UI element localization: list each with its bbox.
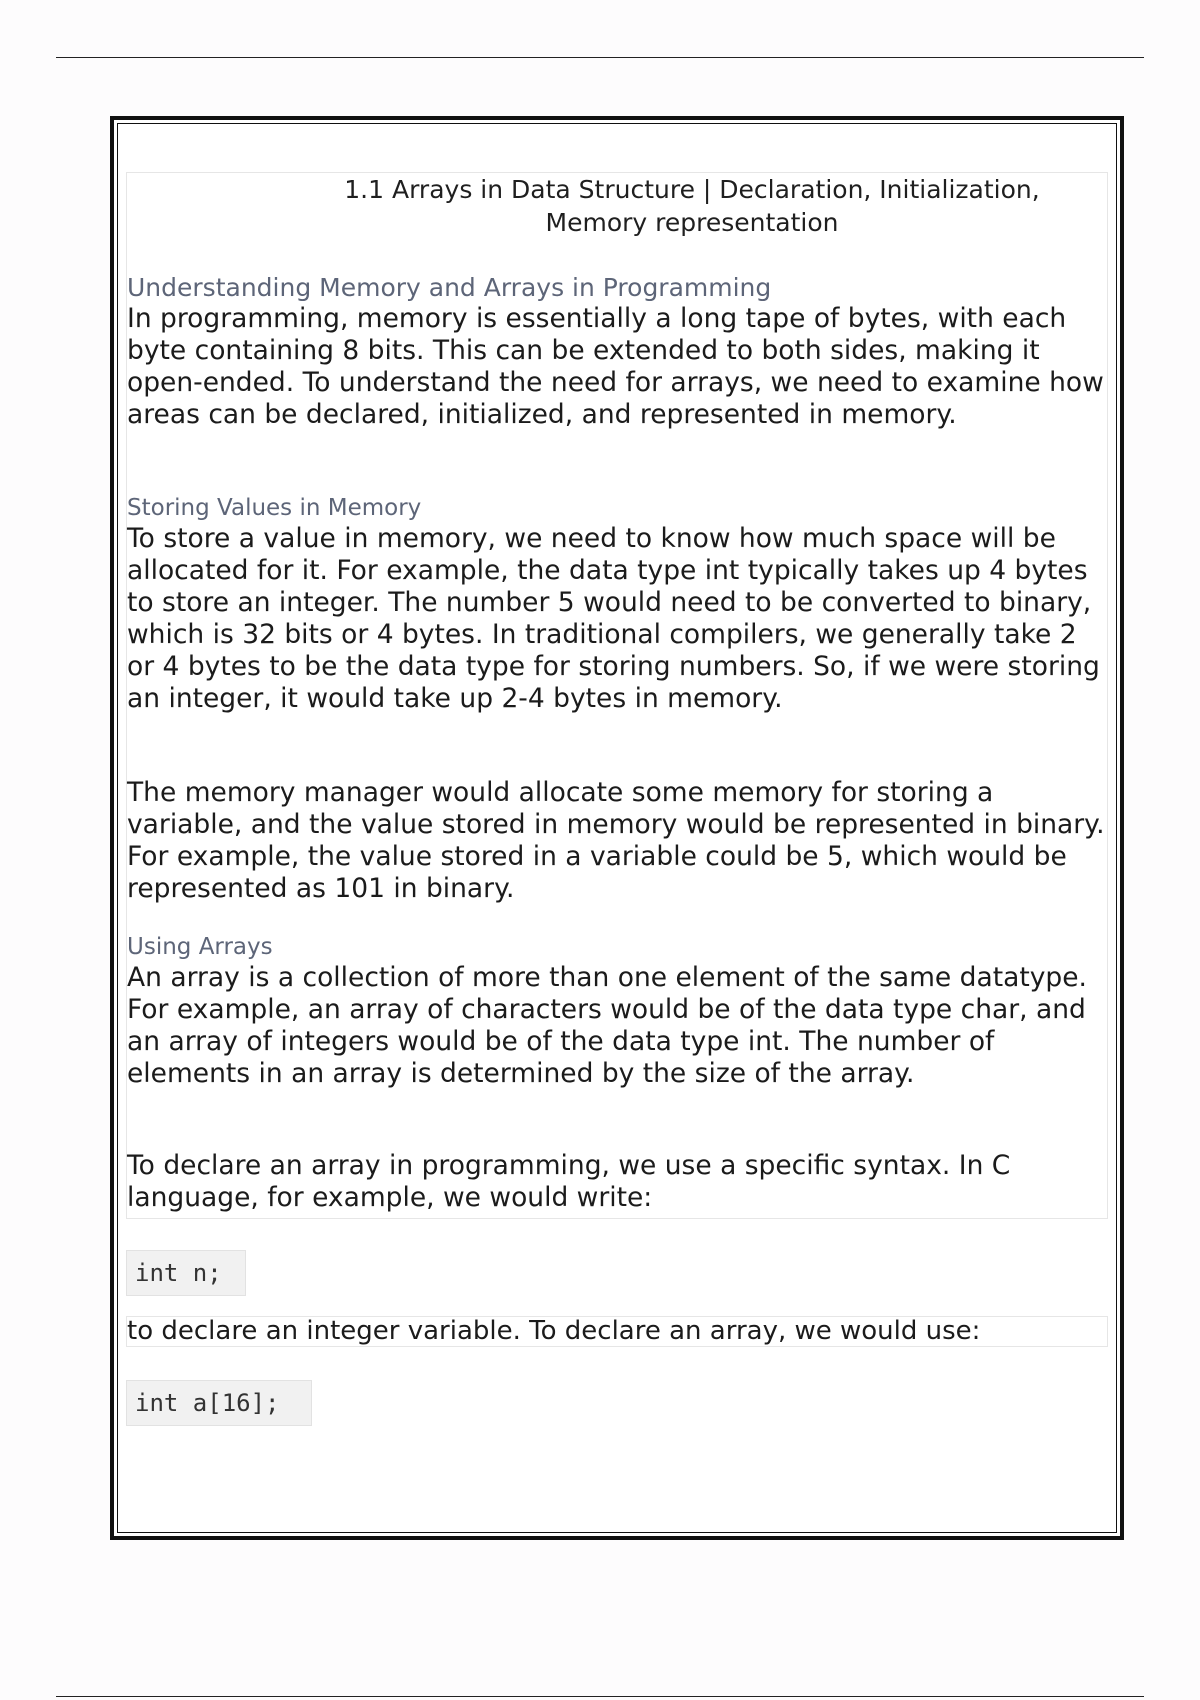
paragraph-declare-array: to declare an integer variable. To declare an array, we would use: [127, 1316, 981, 1346]
content-block [126, 172, 1108, 1219]
paragraph-array-definition: An array is a collection of more than one element of the same datatype. For example, an array of characters would be of the data type char, and an array of integers would be of the data type int. The number of elements in an array is determined by the size of the array. [127, 962, 1087, 1089]
paragraph-memory-tape: In programming, memory is essentially a long tape of bytes, with each byte containing 8 bits. This can be extended to both sides, making it open-ended. To understand the need for arrays, we need to examine how areas can be declared, initialized, and represented in memory. [127, 303, 1104, 430]
section-heading-using-arrays: Using Arrays [127, 934, 273, 960]
code-snippet-int-n: int n; [126, 1250, 246, 1296]
after-code-block [126, 1316, 1108, 1347]
footer-rule [56, 1696, 1144, 1697]
paragraph-declare-syntax: To declare an array in programming, we use a specific syntax. In C language, for example, we would write: [127, 1150, 1011, 1213]
header-rule [56, 57, 1144, 58]
paragraph-storing-values: To store a value in memory, we need to know how much space will be allocated for it. For example, the data type int typically takes up 4 bytes to store an integer. The number 5 would need to be converted to binary, which is 32 bits or 4 bytes. In traditional compilers, we generally take 2 or 4 bytes to be the data type for storing numbers. So, if we were storing an integer, it would take up 2-4 bytes in memory. [127, 523, 1100, 714]
page-title: 1.1 Arrays in Data Structure | Declaration, Initialization, Memory representation [344, 175, 1040, 237]
paragraph-memory-manager: The memory manager would allocate some memory for storing a variable, and the value stored in memory would be represented in binary. For example, the value stored in a variable could be 5, which would be represented as 101 in binary. [127, 777, 1105, 904]
code-snippet-int-array: int a[16]; [126, 1380, 312, 1426]
section-heading-memory-arrays: Understanding Memory and Arrays in Programming [127, 273, 772, 302]
section-heading-storing-values: Storing Values in Memory [127, 495, 422, 521]
